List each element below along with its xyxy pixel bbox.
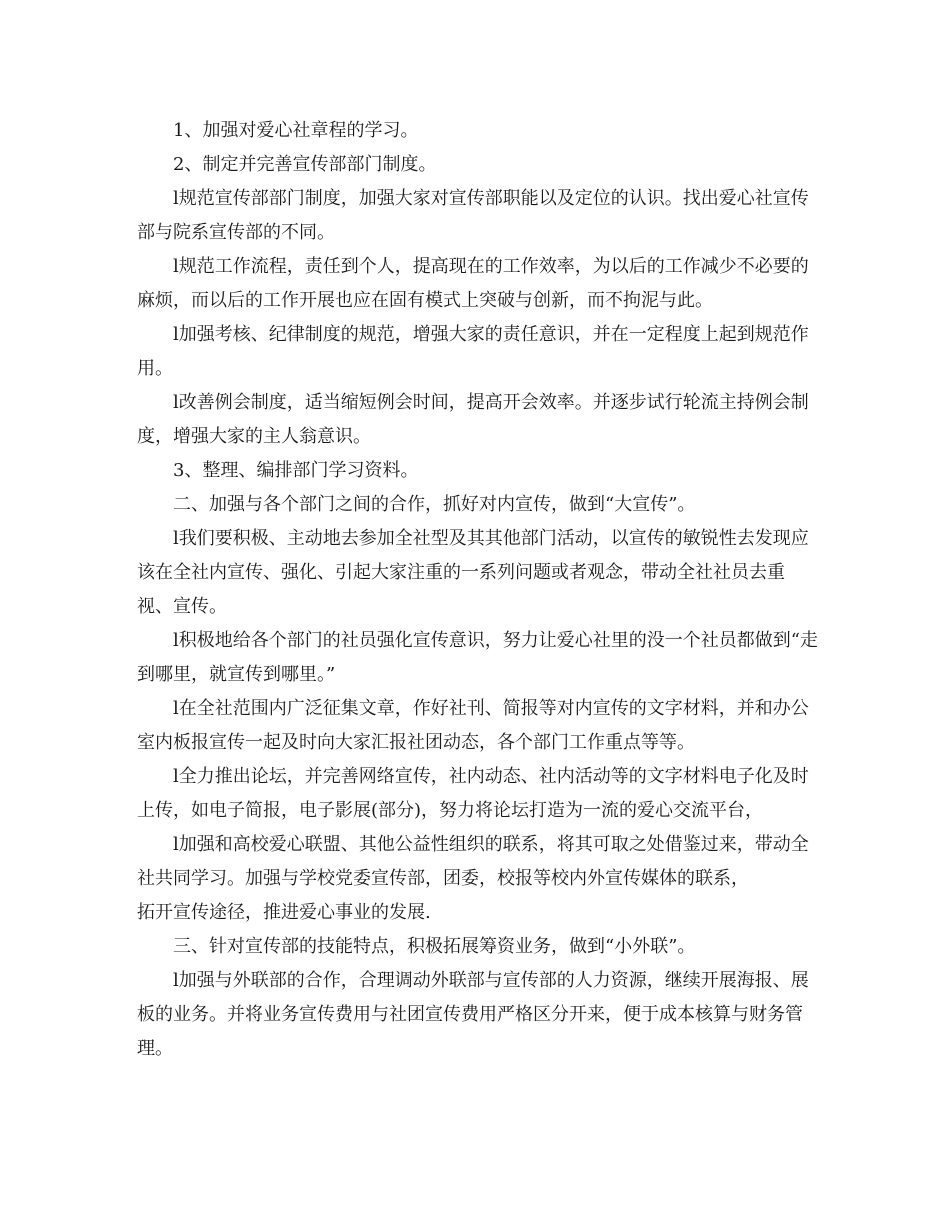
- paragraph-1: 1、加强对爱心社章程的学习。: [173, 120, 419, 141]
- paragraph-5: l加强考核、纪律制度的规范，增强大家的责任意识，并在一定程度上起到规范作用。: [137, 324, 809, 379]
- paragraph-14: 三、针对宣传部的技能特点，积极拓展筹资业务，做到“小外联”。: [173, 936, 696, 957]
- paragraph-15: l加强与外联部的合作，合理调动外联部与宣传部的人力资源，继续开展海报、展板的业务。并将业务宣传费用与社团宣传费用严格区分开来，便于成本核算与财务管理。: [137, 970, 809, 1059]
- paragraph-6: l改善例会制度，适当缩短例会时间，提高开会效率。并逐步试行轮流主持例会制度，增强大家的主人翁意识。: [137, 392, 809, 447]
- paragraph-11: l在全社范围内广泛征集文章，作好社刊、简报等对内宣传的文字材料，并和办公室内板报宣传一起及时向大家汇报社团动态，各个部门工作重点等等。: [137, 698, 809, 753]
- paragraph-13: l加强和高校爱心联盟、其他公益性组织的联系，将其可取之处借鉴过来，带动全社共同学习。加强与学校党委宣传部，团委，校报等校内外宣传媒体的联系， 拓开宣传途径，推进爱心事业的发展.: [137, 834, 809, 923]
- paragraph-8: 二、加强与各个部门之间的合作，抓好对内宣传，做到“大宣传”。: [173, 494, 696, 515]
- paragraph-12: l全力推出论坛，并完善网络宣传，社内动态、社内活动等的文字材料电子化及时上传，如电子简报，电子影展(部分)，努力将论坛打造为一流的爱心交流平台，: [137, 766, 809, 821]
- document-body: [137, 114, 819, 1066]
- paragraph-3: l规范宣传部部门制度，加强大家对宣传部职能以及定位的认识。找出爱心社宣传部与院系宣传部的不同。: [137, 188, 809, 243]
- paragraph-7: 3、整理、编排部门学习资料。: [173, 460, 419, 481]
- paragraph-4: l规范工作流程，责任到个人，提高现在的工作效率，为以后的工作减少不必要的麻烦，而以后的工作开展也应在固有模式上突破与创新，而不拘泥与此。: [137, 256, 809, 311]
- paragraph-9: l我们要积极、主动地去参加全社型及其其他部门活动，以宣传的敏锐性去发现应该在全社内宣传、强化、引起大家注重的一系列问题或者观念，带动全社社员去重视、宣传。: [137, 528, 809, 617]
- paragraph-10: l积极地给各个部门的社员强化宣传意识，努力让爱心社里的没一个社员都做到“走到哪里，就宣传到哪里。”: [137, 630, 818, 685]
- paragraph-2: 2、制定并完善宣传部部门制度。: [173, 154, 437, 175]
